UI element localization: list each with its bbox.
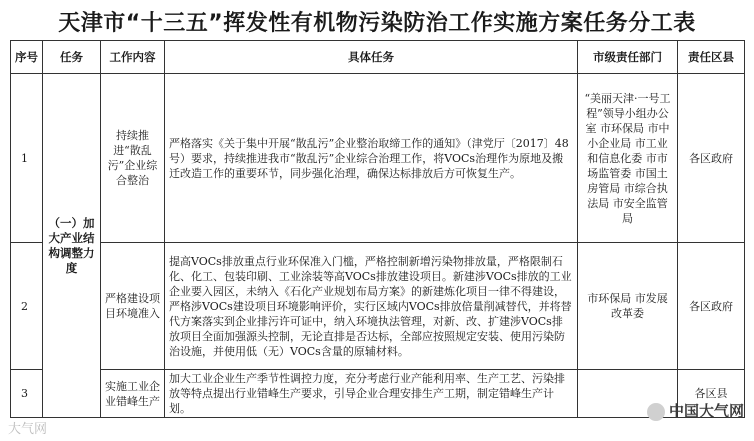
watermark-left [8,418,47,437]
row-district: 各区政府 [678,74,745,243]
table-row [11,370,745,418]
watermark-right-text: 中国大气网 [668,402,744,420]
row-city-dept: 市环保局 市发展改革委 [578,243,678,370]
row-district: 各区政府 [678,243,745,370]
task-group: （一）加大产业结构调整力度 [43,74,101,418]
header-seq: 序号 [11,41,43,74]
row-seq: 1 [11,74,43,243]
row-seq: 2 [11,243,43,370]
row-content: 严格建设项目环境准入 [101,243,165,370]
header-specific: 具体任务 [165,41,578,74]
page-title: 天津市“十三五”挥发性有机物污染防治工作实施方案任务分工表 [58,11,696,36]
watermark-left-text: 大气网 [8,422,48,437]
row-district: 各区县 [678,370,745,418]
table-row [11,74,745,243]
row-content: 持续推进“散乱污”企业综合整治 [101,74,165,243]
header-district: 责任区县 [678,41,745,74]
header-task: 任务 [43,41,101,74]
table-row [11,243,745,370]
row-seq: 3 [11,370,43,418]
row-specific: 严格落实《关于集中开展“散乱污”企业整治取缔工作的通知》（津党厅〔2017〕48号）要求，持续推进我市“散乱污”企业综合治理工作，将VOCs治理作为原地及搬迁改造工作的重要环节，同步强化治理，确保达标排放后方可恢复生产。 [165,74,578,243]
row-specific: 加大工业企业生产季节性调控力度，充分考虑行业产能利用率、生产工艺、污染排放等特点提出行业错峰生产要求，引导企业合理安排生产工期，制定错峰生产计划。 [165,370,578,418]
watermark-right [647,400,744,421]
row-specific: 提高VOCs排放重点行业环保准入门槛，严格控制新增污染物排放量，严格限制石化、化工、包装印刷、工业涂装等高VOCs排放建设项目。新建涉VOCs排放的工业企业要入园区，未纳入《石化产业规划布局方案》的新建炼化项目一律不得建设，严格涉VOCs建设项目环境影响评价，实行区域内VOCs排放倍量削减替代，并将替代方案落实到企业排污许可证中，纳入环境执法管理，对新、改、扩建涉VOCs排放项目全面加强源头控制，无论直排是否达标，全部应按照规定安装、使用污染防治设施，并使用低（无）VOCs含量的原辅材料。 [165,243,578,370]
wechat-logo-icon [647,403,665,421]
table-header-row [11,41,745,74]
row-city-dept: “美丽天津·一号工程”领导小组办公室 市环保局 市中小企业局 市工业和信息化委 市市场监管委 市国土房管局 市综合执法局 市安全监管局 [578,74,678,243]
header-city-dept: 市级责任部门 [578,41,678,74]
header-content: 工作内容 [101,41,165,74]
row-content: 实施工业企业错峰生产 [101,370,165,418]
task-table [10,40,745,418]
